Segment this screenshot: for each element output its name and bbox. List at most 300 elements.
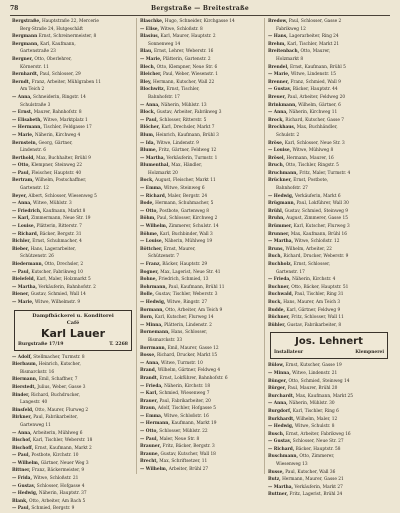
entry-name: — Anna,	[12, 430, 32, 436]
entry-name: — Hans,	[268, 34, 288, 40]
advertisement-box	[270, 332, 388, 359]
entry-name: Bolle,	[140, 292, 154, 298]
ad-business-name: Jos. Lehnert	[295, 336, 363, 348]
entry-name: Brand,	[140, 368, 157, 374]
entry-name: Breuer,	[268, 94, 286, 100]
entry-details: Ernst, Schlosser,	[293, 262, 331, 267]
entry-details: Fleischer, Hauptstr. 40	[31, 170, 82, 176]
entry-details: Bäcker, Hauptstr. 58	[295, 446, 341, 452]
entry-details: Schlosser, Ritterstr. 5	[159, 117, 207, 123]
entry-details: Paul, Fabrikarbeiter,	[33, 415, 78, 421]
entry-details: Verkäuferin, Markt 6	[294, 193, 341, 199]
directory-entry	[12, 86, 134, 94]
entry-details: Ernst, Maurer,	[163, 246, 196, 252]
entry-details: Otto, Maurer,	[300, 49, 331, 55]
directory-column-2	[140, 18, 262, 476]
entry-name: — Otto,	[12, 163, 30, 169]
entry-name: — Marie,	[12, 299, 34, 305]
ad-phone: Klempnerei	[355, 350, 384, 356]
entry-name: — Wilhelm,	[140, 224, 168, 230]
entry-details: Ernst, Lehrer, Weberstr. 16	[154, 49, 214, 55]
entry-details: Richard, Drucker, Weberstr. 9	[283, 254, 349, 260]
entry-details: Witwe, Lindenstr. 21	[292, 370, 338, 376]
directory-entry	[140, 33, 262, 41]
directory-entry	[12, 71, 134, 79]
header-rule	[10, 15, 390, 16]
entry-name: — Otto,	[140, 208, 158, 214]
directory-entry	[140, 443, 262, 451]
directory-entry	[268, 147, 390, 155]
entry-name: — Ida,	[140, 140, 156, 146]
entry-name: Böhm,	[140, 216, 156, 222]
directory-entry	[140, 375, 262, 383]
directory-entry	[12, 56, 134, 64]
directory-entry	[12, 437, 134, 445]
directory-entry	[140, 458, 262, 466]
entry-details: Lagerarbeiter, Ring 24	[289, 34, 339, 40]
entry-details: Wiesenweg 13	[276, 462, 308, 468]
entry-details: Stellmacher, Turmstr. 8	[33, 354, 85, 360]
entry-name: Biermann,	[12, 377, 38, 383]
entry-details: Otto, Schmied, Steinweg 14	[288, 378, 350, 384]
entry-details: Wilhelm, Arbeiter, 22	[285, 246, 332, 252]
entry-details: Ernst, Arbeiter, Fabrikweg 16	[285, 431, 351, 437]
directory-entry	[12, 170, 134, 178]
entry-details: Hermann, Maurer, Gasse 21	[282, 477, 344, 483]
entry-name: Bergstraße,	[12, 19, 41, 24]
entry-name: Breitenbach,	[268, 49, 300, 55]
entry-details: Schulstraße 3	[20, 102, 51, 108]
directory-entry	[12, 430, 134, 438]
entry-name: Buck,	[268, 299, 282, 305]
directory-column-3	[268, 18, 390, 498]
entry-name: — Hedwig,	[268, 424, 294, 430]
entry-name: Bieber,	[12, 246, 30, 252]
directory-entry	[268, 276, 390, 284]
entry-name: Brandt,	[140, 375, 159, 381]
directory-entry	[140, 451, 262, 459]
entry-details: Otto, Bäcker, Hauptstr. 51	[291, 284, 349, 290]
directory-entry	[268, 491, 390, 499]
directory-entry	[268, 299, 390, 307]
directory-entry	[268, 253, 390, 261]
directory-entry	[268, 446, 390, 454]
entry-details: Plätterin, Lindenstr. 2	[164, 322, 212, 328]
entry-name: Brock,	[268, 117, 284, 123]
directory-entry	[140, 223, 262, 231]
entry-name: — Elise,	[140, 26, 159, 32]
entry-details: Karl, Schlosser, Neue Str. 3	[284, 140, 345, 146]
entry-details: Witwe, Mühlweg 8	[292, 148, 334, 154]
entry-name: Born,	[140, 315, 154, 321]
directory-entry	[140, 322, 262, 330]
directory-entry	[268, 64, 390, 72]
entry-details: Gustav, Kutscher, Wall 18	[160, 451, 216, 457]
directory-entry	[140, 390, 262, 398]
entry-details: Maler, Neue Str. 8	[159, 436, 200, 442]
directory-entry	[140, 79, 262, 87]
ad-address: Installateur	[274, 350, 304, 356]
entry-name: Bogner,	[140, 269, 159, 275]
entry-name: Bernstein,	[12, 140, 38, 146]
directory-entry	[12, 215, 134, 223]
entry-details: Witwe, Lindenstr. 15	[290, 72, 337, 78]
entry-name: — Richard,	[140, 193, 167, 199]
directory-entry	[268, 132, 390, 140]
entry-details: Kutscher, Fabrikweg 10	[31, 269, 84, 275]
directory-entry	[12, 64, 134, 72]
directory-entry	[12, 41, 134, 49]
entry-details: Hans, Schlosser,	[171, 330, 208, 336]
entry-details: Hermann, Kutscher, Wall 22	[152, 79, 215, 85]
directory-entry	[140, 64, 262, 72]
entry-name: — Marie,	[140, 56, 162, 62]
entry-details: Witwe, Lindenstr. 9	[156, 140, 199, 146]
directory-entry	[12, 208, 134, 216]
entry-name: Bünger,	[268, 378, 288, 384]
directory-entry	[140, 428, 262, 436]
entry-name: Borrmann,	[140, 345, 167, 351]
entry-name: Berthold,	[12, 155, 35, 161]
entry-details: Gustav, Fabrikarbeiter, 8	[287, 322, 342, 328]
entry-name: Butz,	[268, 477, 281, 483]
entry-details: Karl, Buchbinder, Wall 3	[159, 231, 213, 237]
directory-entry	[268, 284, 390, 292]
entry-name: Brühl,	[268, 208, 284, 214]
entry-details: Näherin, Kirchstr. 4	[292, 277, 336, 283]
column-separator	[264, 18, 265, 474]
entry-name: Blochwitz,	[140, 87, 166, 93]
directory-entry	[12, 299, 134, 307]
directory-entry	[12, 392, 134, 400]
directory-column-1	[12, 18, 134, 512]
entry-details: Bäcker, Hauptstr. 29	[162, 262, 208, 267]
entry-details: Max, Buchhalter, Brühl 9	[36, 155, 91, 161]
entry-name: Bühler,	[268, 322, 286, 328]
entry-name: — Minna,	[140, 322, 163, 328]
entry-details: Albert, Schlosser, Wiesenweg 5	[28, 193, 97, 199]
entry-name: — Franz,	[140, 262, 161, 267]
entry-details: Witwe, Steinweg 6	[163, 186, 205, 192]
directory-entry	[12, 231, 134, 239]
entry-details: Otto, Klempner, Neue Str. 6	[156, 64, 218, 70]
directory-entry	[140, 299, 262, 307]
entry-name: Brauer,	[140, 398, 158, 404]
entry-details: Franz, Schmied, Wall 9	[290, 79, 341, 85]
ad-details-row	[18, 341, 128, 348]
entry-name: Biener,	[12, 292, 30, 298]
entry-name: Blau,	[140, 49, 153, 55]
directory-entry	[140, 261, 262, 269]
directory-entry	[12, 261, 134, 269]
entry-name: — Marie,	[268, 72, 290, 78]
directory-entry	[12, 452, 134, 460]
entry-name: — Hedwig,	[12, 491, 38, 497]
directory-entry	[12, 414, 134, 422]
directory-entry	[12, 94, 134, 102]
directory-entry	[268, 362, 390, 370]
directory-entry	[12, 483, 134, 491]
entry-name: Burkhardt,	[268, 416, 295, 422]
entry-details: Richard, Drucker, Markt 15	[156, 353, 218, 359]
entry-name: — Frida,	[12, 476, 32, 482]
entry-name: Bohne,	[140, 277, 157, 283]
entry-name: Burchardt,	[268, 393, 295, 399]
entry-name: Brümmer,	[268, 224, 293, 230]
entry-details: Franz, Bäckermeister, 9	[31, 468, 85, 474]
directory-entry	[140, 124, 262, 132]
entry-name: Buchner,	[268, 284, 290, 290]
entry-name: — Gustav,	[268, 87, 292, 93]
directory-entry	[268, 33, 390, 41]
directory-entry	[140, 398, 262, 406]
entry-details: Otto, Tischler, Ringstr. 5	[285, 163, 339, 169]
directory-entry	[140, 269, 262, 277]
entry-name: — Hermann,	[140, 421, 170, 427]
entry-name: Bichler,	[12, 239, 31, 245]
entry-details: Näherin, Kirchweg 4	[34, 132, 81, 138]
entry-details: Plätterin, Gartenstr. 2	[162, 56, 211, 62]
entry-name: — Martha,	[12, 284, 37, 290]
directory-entry	[12, 26, 134, 34]
entry-details: Witwe, Schulstr. 8	[294, 424, 335, 430]
entry-details: Schlosser, Hofgasse 4	[36, 483, 85, 489]
directory-entry	[12, 162, 134, 170]
entry-details: Hans, Maurer, Am Teich 3	[283, 299, 341, 305]
directory-entry	[12, 33, 134, 41]
entry-name: — Louise,	[12, 224, 36, 230]
directory-entry	[140, 215, 262, 223]
entry-details: Plätterin, Ritterstr. 7	[36, 224, 82, 230]
directory-entry	[140, 253, 262, 261]
entry-details: Schlosser, Neue Str. 27	[292, 439, 344, 445]
entry-name: Blasius,	[140, 34, 160, 40]
entry-name: Bruhn,	[268, 216, 285, 222]
entry-details: Witwe, Schloßstr. 16	[163, 413, 209, 419]
entry-details: Ernst, Schuhmacher, 4	[32, 239, 82, 245]
entry-name: Bergmann,	[12, 41, 39, 47]
entry-details: Berg-Straße 24, Hutgeschäft	[20, 26, 84, 32]
directory-entry	[268, 117, 390, 125]
entry-name: Brendel,	[268, 64, 289, 70]
entry-name: Bruns,	[268, 246, 285, 252]
directory-entry	[268, 291, 390, 299]
directory-entry	[268, 453, 390, 461]
entry-name: Blech,	[140, 64, 156, 70]
directory-entry	[12, 498, 134, 506]
entry-details: Ernst, Kaufmann, Markt 2	[34, 445, 92, 451]
directory-entry	[268, 314, 390, 322]
entry-name: — Hermann,	[12, 125, 42, 131]
ad-phone: T. 2268	[109, 341, 128, 347]
entry-details: Karl, Tischler, Weberstr. 18	[32, 438, 93, 444]
entry-details: Max, Buchhändler,	[296, 125, 338, 131]
entry-name: Böttcher,	[140, 246, 163, 252]
entry-details: Paul, Fabrikarbeiter, 20	[159, 398, 211, 404]
entry-details: Witwe, Schloßstr. 21	[33, 476, 79, 482]
entry-details: Max, Kaufmann, Brühl 16	[290, 231, 347, 237]
entry-details: Max, Schriftsetzer, 11	[159, 459, 208, 465]
entry-details: Bäcker, Bergstr. 31	[39, 231, 82, 237]
directory-entry	[12, 460, 134, 468]
entry-details: Paul, Schlosser, 29	[39, 72, 81, 78]
entry-details: Gartenstr. 12	[20, 186, 49, 192]
entry-name: Bleicher,	[140, 72, 162, 78]
entry-name: Bierstedt,	[12, 384, 36, 390]
directory-entry	[12, 124, 134, 132]
entry-details: Max, Lagerist, Neue Str. 41	[160, 269, 221, 275]
entry-details: Ernst, Postbote,	[293, 178, 329, 184]
directory-entry	[140, 436, 262, 444]
entry-details: Otto, Maurer, Flurweg 2	[34, 407, 89, 413]
directory-entry	[268, 261, 390, 269]
entry-details: Wilhelm, Postschaffner,	[35, 178, 87, 184]
entry-details: Gartenstraße 23	[20, 49, 56, 55]
directory-entry	[12, 132, 134, 140]
entry-name: Bülow,	[268, 363, 285, 369]
entry-details: Arbeiter, Brühl 27	[168, 467, 209, 473]
directory-entry	[268, 56, 390, 64]
entry-details: Schlosser, Mühlstr. 22	[159, 429, 208, 435]
directory-entry	[140, 291, 262, 299]
entry-name: — Paul,	[140, 436, 158, 442]
directory-entry	[268, 124, 390, 132]
directory-entry	[268, 71, 390, 79]
entry-details: Karl, Kutscher, Flurweg 14	[154, 315, 214, 321]
directory-entry	[268, 102, 390, 110]
directory-entry	[268, 208, 390, 216]
directory-entry	[268, 408, 390, 416]
directory-entry	[12, 140, 134, 148]
directory-entry	[140, 86, 262, 94]
ad-details-row	[274, 349, 384, 356]
entry-details: Hermann, Maurer, 16	[286, 155, 334, 161]
entry-name: Bischof,	[12, 438, 32, 444]
directory-entry	[140, 132, 262, 140]
entry-details: Näherin, Mühlweg 19	[164, 239, 213, 245]
entry-details: Heinrich, Kutscher,	[38, 362, 81, 368]
entry-details: Ernst, Kutscher, Gasse 19	[285, 363, 342, 369]
directory-entry	[12, 223, 134, 231]
entry-name: Brecht,	[140, 459, 158, 465]
entry-name: Brinkmann,	[268, 102, 297, 108]
entry-details: Heinrich, Kaufmann, Brühl 3	[155, 132, 219, 138]
directory-entry	[140, 193, 262, 201]
directory-entry	[268, 162, 390, 170]
directory-entry	[268, 94, 390, 102]
directory-entry	[268, 140, 390, 148]
entry-name: — Hedwig,	[140, 299, 166, 305]
entry-details: Paul, Maurer, Brühl 20	[287, 386, 338, 392]
entry-name: Bischoff,	[12, 445, 34, 451]
entry-name: — Emma,	[140, 413, 163, 419]
entry-name: Bertram,	[12, 178, 34, 184]
entry-name: Buchholz,	[268, 262, 293, 267]
entry-details: August, Zimmerer, Gasse 15	[286, 216, 348, 222]
entry-details: Richard, Kutscher, Gasse 7	[285, 117, 345, 123]
entry-details: Karl, Drechsler, Markt 7	[161, 125, 215, 131]
directory-entry	[268, 393, 390, 401]
directory-entry	[140, 200, 262, 208]
entry-name: — Anna,	[268, 401, 288, 407]
entry-details: Schmied, Bergstr. 9	[31, 506, 75, 512]
entry-name: — Paul,	[12, 269, 30, 275]
page-title: Bergstraße — Breitestraße	[151, 5, 249, 12]
entry-name: Brückner,	[268, 178, 292, 184]
entry-details: Näherin, Hauptstr. 37	[38, 491, 87, 497]
entry-name: — Karl,	[140, 391, 158, 397]
entry-details: Friedrich, Schmied, 13	[158, 277, 209, 283]
directory-entry	[268, 109, 390, 117]
directory-entry	[140, 102, 262, 110]
entry-name: — Friedrich,	[12, 208, 42, 214]
entry-name: Budde,	[268, 307, 285, 313]
entry-name: Brügmann,	[268, 201, 296, 207]
entry-details: Paul, Schlosser, Gasse 2	[288, 19, 342, 24]
entry-details: Fabrikweg 12	[276, 26, 306, 32]
directory-entry	[268, 246, 390, 254]
entry-details: Otto, Zimmerer,	[299, 454, 335, 460]
directory-entry	[140, 162, 262, 170]
entry-name: Burgdorf,	[268, 408, 292, 414]
entry-details: Adolf, Tischler, Hofgasse 5	[157, 406, 216, 412]
entry-name: — Gustav,	[12, 483, 36, 489]
directory-entry	[140, 185, 262, 193]
directory-entry	[268, 79, 390, 87]
entry-name: — Louise,	[268, 148, 292, 154]
column-separator	[136, 18, 137, 474]
entry-details: Langestr. 40	[20, 400, 48, 406]
entry-details: Karl, Maurer, Hauptstr. 2	[160, 34, 216, 40]
entry-details: Sonnenweg 14	[148, 41, 181, 47]
entry-details: Näherin, Mühlstr. 30	[289, 401, 335, 407]
entry-name: — Paul,	[12, 506, 30, 512]
directory-entry	[268, 438, 390, 446]
directory-entry	[12, 422, 134, 430]
directory-entry	[140, 276, 262, 284]
directory-entry	[12, 384, 134, 392]
entry-details: Schulstr. 2	[276, 132, 300, 138]
entry-name: — Paul,	[12, 170, 30, 176]
entry-name: — Paul,	[12, 453, 30, 459]
directory-entry	[268, 461, 390, 469]
directory-entry	[268, 238, 390, 246]
entry-details: Paul, Tischler, Ring 31	[294, 292, 344, 298]
entry-name: — Ernst,	[12, 110, 33, 116]
directory-entry	[12, 79, 134, 87]
directory-entry	[140, 56, 262, 64]
directory-entry	[140, 231, 262, 239]
directory-entry	[140, 94, 262, 102]
directory-entry	[12, 376, 134, 384]
directory-entry	[140, 41, 262, 49]
entry-details: Karl, Kaufmann,	[40, 41, 76, 47]
directory-entry	[268, 469, 390, 477]
entry-details: Fritz, Schlosser, Wall 11	[291, 315, 344, 321]
directory-entry	[268, 86, 390, 94]
page-number: 78	[10, 5, 19, 12]
directory-entry	[140, 246, 262, 254]
entry-name: Braun,	[140, 406, 157, 412]
directory-entry	[140, 170, 262, 178]
entry-details: Bahnhofstr. 17	[148, 94, 180, 100]
entry-name: — Gustav,	[268, 439, 292, 445]
directory-entry	[12, 147, 134, 155]
directory-entry	[140, 155, 262, 163]
entry-details: Gartenstr. 17	[276, 269, 305, 275]
entry-details: Holzmarkt 8	[276, 56, 304, 62]
entry-details: Witwe, Wilhelmstr. 9	[34, 299, 81, 305]
